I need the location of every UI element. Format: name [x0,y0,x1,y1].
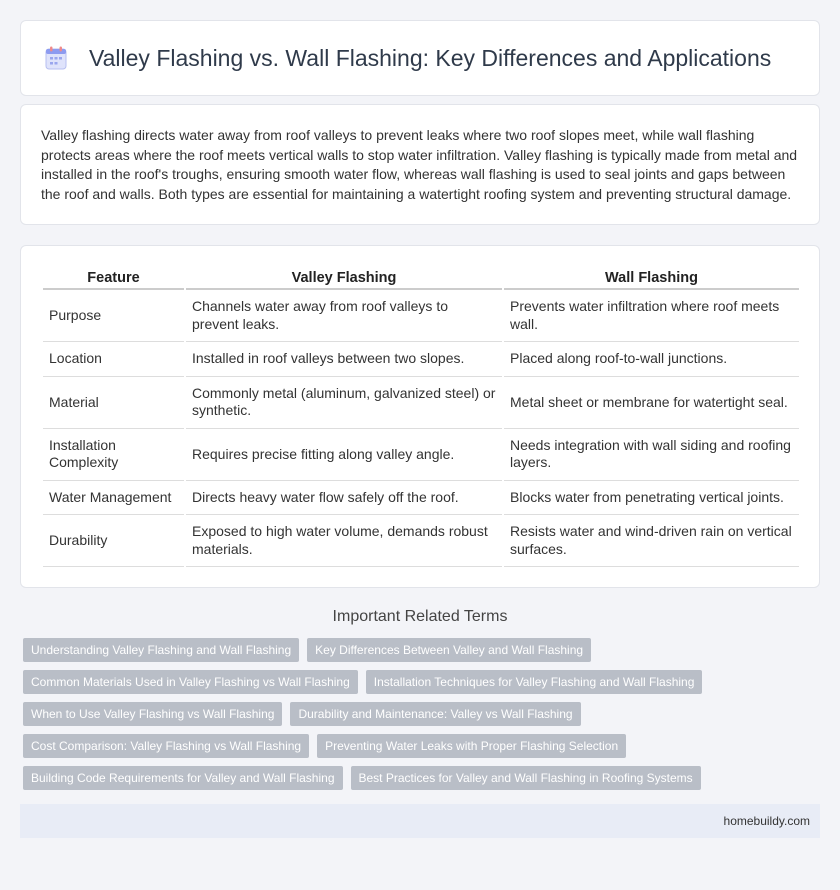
table-cell-feature: Purpose [43,290,184,342]
table-row [43,429,799,481]
related-term-tag[interactable]: Durability and Maintenance: Valley vs Wall Flashing [290,702,580,726]
table-cell-valley: Exposed to high water volume, demands robust materials. [186,515,502,567]
related-term-tag[interactable]: Installation Techniques for Valley Flashing and Wall Flashing [366,670,703,694]
related-terms-tags [20,638,820,790]
table-cell-feature: Material [43,377,184,429]
column-header-feature: Feature [43,266,184,290]
table-row [43,377,799,429]
table-cell-valley: Installed in roof valleys between two slopes. [186,342,502,377]
related-term-tag[interactable]: Building Code Requirements for Valley and Wall Flashing [23,766,343,790]
comparison-table [41,266,801,567]
related-term-tag[interactable]: When to Use Valley Flashing vs Wall Flashing [23,702,282,726]
column-header-wall: Wall Flashing [504,266,799,290]
table-cell-wall: Placed along roof-to-wall junctions. [504,342,799,377]
table-cell-feature: Durability [43,515,184,567]
table-row [43,290,799,342]
comparison-table-card [20,245,820,588]
table-row [43,481,799,516]
related-term-tag[interactable]: Cost Comparison: Valley Flashing vs Wall Flashing [23,734,309,758]
table-header-row [43,266,799,290]
related-term-tag[interactable]: Best Practices for Valley and Wall Flashing in Roofing Systems [351,766,701,790]
intro-paragraph: Valley flashing directs water away from roof valleys to prevent leaks where two roof slopes meet, while wall flashing protects areas where the roof meets vertical walls to stop water infiltration. Valley flashing is typically made from metal and installed in the roof's troughs, ensuring smooth water flow, whereas wall flashing is used to seal joints and gaps between the roof and walls. Both types are essential for maintaining a watertight roofing system and preventing structural damage. [41,127,798,202]
table-cell-valley: Requires precise fitting along valley angle. [186,429,502,481]
page-header [20,20,820,96]
table-row [43,342,799,377]
page-title: Valley Flashing vs. Wall Flashing: Key Differences and Applications [89,44,772,71]
related-terms-section [20,608,820,790]
table-cell-wall: Blocks water from penetrating vertical joints. [504,481,799,516]
table-cell-wall: Metal sheet or membrane for watertight seal. [504,377,799,429]
table-cell-feature: Location [43,342,184,377]
related-term-tag[interactable]: Understanding Valley Flashing and Wall Flashing [23,638,299,662]
site-name[interactable]: homebuildy.com [723,814,810,829]
related-term-tag[interactable]: Key Differences Between Valley and Wall Flashing [307,638,591,662]
related-term-tag[interactable]: Preventing Water Leaks with Proper Flashing Selection [317,734,626,758]
table-cell-wall: Prevents water infiltration where roof meets wall. [504,290,799,342]
document-icon [45,46,67,70]
column-header-valley: Valley Flashing [186,266,502,290]
intro-section [20,104,820,225]
table-cell-feature: Installation Complexity [43,429,184,481]
table-cell-valley: Channels water away from roof valleys to prevent leaks. [186,290,502,342]
table-cell-wall: Needs integration with wall siding and roofing layers. [504,429,799,481]
table-cell-feature: Water Management [43,481,184,516]
related-term-tag[interactable]: Common Materials Used in Valley Flashing vs Wall Flashing [23,670,358,694]
table-cell-wall: Resists water and wind-driven rain on vertical surfaces. [504,515,799,567]
table-cell-valley: Commonly metal (aluminum, galvanized steel) or synthetic. [186,377,502,429]
related-terms-title: Important Related Terms [332,608,508,626]
table-row [43,515,799,567]
page-footer [20,804,820,838]
table-cell-valley: Directs heavy water flow safely off the roof. [186,481,502,516]
